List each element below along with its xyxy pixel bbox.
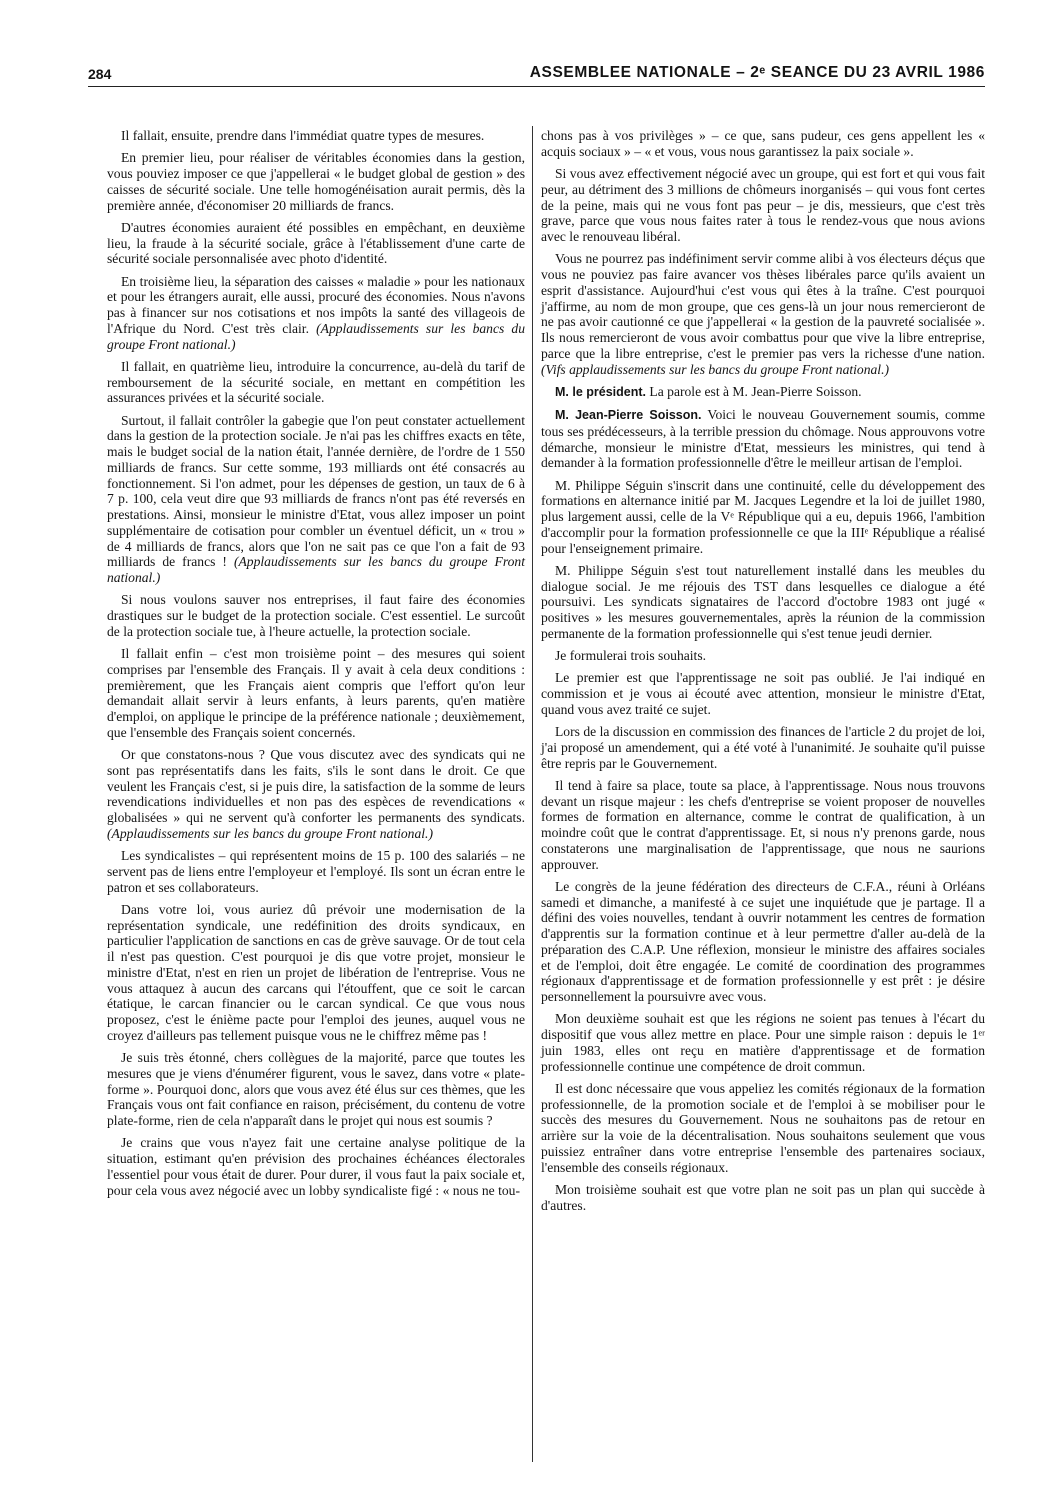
page-header: [88, 64, 985, 87]
stage-direction: (Applaudissements sur les bancs du groupe Front national.): [107, 320, 526, 352]
paragraph: [541, 407, 985, 471]
paragraph: [541, 1081, 985, 1176]
paragraph-text: Surtout, il fallait contrôler la gabegie que l'on peut constater actuellement dans la gestion de la protection sociale. Je n'ai pas les chiffres exacts en tête, mais le budget social de la nation était, l'année dernière, de l'ordre de 1 550 milliards de francs. Sur cette somme, 193 milliards ont été consacrés au fonctionnement. Si l'on admet, pour les dépenses de gestion, un taux de 6 à 7 p. 100, cela veut dire que 93 milliards de francs n'ont pas été reversés en prestations. Ainsi, monsieur le ministre d'Etat, vous allez imposer un point supplémentaire de cotisation pour combler un éventuel déficit, un « trou » de 4 milliards de francs, alors que l'on ne sait pas ce que l'on a fait de 93 milliards de francs !: [107, 412, 525, 570]
paragraph-text: Il fallait, en quatrième lieu, introduire la concurrence, au-delà du tarif de remboursement de la sécurité sociale, en mettant en compétition les assurances privées et la sécurité sociale.: [107, 358, 525, 406]
paragraph: [541, 251, 985, 377]
paragraph: [541, 128, 985, 160]
paragraph-text: Il tend à faire sa place, toute sa place, à l'apprentissage. Nous nous trouvons devant un risque majeur : les chefs d'entreprise se voient proposer de nouvelles formes de formation en alternance, comme le contrat de qualification, à un moindre coût que le contrat d'apprentissage. Et, si nous n'y prenons garde, nous constaterons une marginalisation de l'apprentissage, que nous ne saurions approuver.: [541, 777, 985, 872]
paragraph: [541, 563, 985, 642]
paragraph: [541, 879, 985, 1005]
column-separator: [532, 126, 533, 1462]
paragraph-text: M. Philippe Séguin s'est tout naturellement installé dans les meubles du dialogue social. Je me réjouis des TST dans lesquelles ce dialogue a été poursuivi. Les syndicats signataires de l'accord d'octobre 1983 ont jugé « positives » les mesures gouvernementales, après la réunion de la commission permanente de la formation professionnelle qui s'est tenue jeudi dernier.: [541, 562, 985, 641]
paragraph: [541, 478, 985, 557]
paragraph: [107, 150, 525, 213]
paragraph: [541, 648, 985, 664]
paragraph: [541, 670, 985, 717]
paragraph-text: Or que constatons-nous ? Que vous discutez avec des syndicats qui ne sont pas représentatifs dans les faits, s'ils le sont dans le droit. Ce que veulent les Français c'est, si je puis dire, la satisfaction de la somme de leurs revendications individuelles et non pas des espèces de revendications « globalisées » qui ne servent qu'à conforter les permanents des syndicats.: [107, 747, 525, 825]
paragraph: [107, 848, 525, 895]
speaker-name: M. Jean-Pierre Soisson.: [555, 408, 702, 422]
paragraph: [541, 384, 985, 401]
paragraph-text: Lors de la discussion en commission des finances de l'article 2 du projet de loi, j'ai proposé un amendement, qui a été voté à l'unanimité. Je souhaite qu'il puisse être repris par le Gouvernement.: [541, 724, 985, 771]
paragraph-text: Je formulerai trois souhaits.: [555, 648, 707, 663]
paragraph: [541, 1182, 985, 1214]
stage-direction: (Vifs applaudissements sur les bancs du groupe Front national.): [541, 361, 890, 377]
paragraph-text: Le congrès de la jeune fédération des directeurs de C.F.A., réuni à Orléans samedi et dimanche, a manifesté à ce sujet une inquiétude que je partage. Il a défini des voies nouvelles, tendant à ouvrir notamment les centres de formation d'apprentis sur la formation continue et à leur permettre d'aller au-delà de la préparation des C.A.P. Une réflexion, monsieur le ministre des affaires sociales et de l'emploi, doit être engagée. Le comité de coordination des programmes régionaux d'apprentissage et de formation professionnelle y est prêt : je désire personnellement la poursuivre avec vous.: [541, 878, 985, 1004]
paragraph-text: Si vous avez effectivement négocié avec un groupe, qui est fort et qui vous fait peur, au détriment des 3 millions de chômeurs inorganisés – qui vous font certes de la peine, mais qui ne vous font pas peur – je dis, messieurs, que c'est très grave, parce que vous nous faites rater à tous le rendez-vous que nous avions avec le renouveau libéral.: [541, 166, 985, 244]
paragraph-text: La parole est à M. Jean-Pierre Soisson.: [649, 383, 862, 399]
left-column: [107, 128, 525, 1205]
paragraph-text: Je crains que vous n'ayez fait une certaine analyse politique de la situation, estimant qu'en prévision des prochaines échéances électorales l'essentiel pour vous était de durer. Pour durer, il vous faut la paix sociale et, pour cela vous avez négocié avec un lobby syndicaliste figé : « nous ne tou-: [107, 1135, 525, 1198]
paragraph-text: M. Philippe Séguin s'inscrit dans une continuité, celle du développement des formations en alternance initié par M. Jacques Legendre et la loi de juillet 1980, plus largement aussi, celle de la Vᵉ République qui a eu, depuis 1966, l'ambition d'accomplir pour la formation professionnelle ce que la IIIᵉ République a réalisé pour l'enseignement primaire.: [541, 477, 985, 556]
paragraph: [107, 1050, 525, 1129]
paragraph: [541, 724, 985, 771]
paragraph: [107, 220, 525, 267]
paragraph-text: Il fallait, ensuite, prendre dans l'immédiat quatre types de mesures.: [121, 128, 485, 143]
running-title: ASSEMBLEE NATIONALE – 2ᵉ SEANCE DU 23 AVRIL 1986: [529, 64, 985, 81]
paragraph-text: Les syndicalistes – qui représentent moins de 15 p. 100 des salariés – ne servent pas de liens entre l'employeur et l'employé. Ils sont un écran entre le patron et ses collaborateurs.: [107, 848, 525, 895]
paragraph: [107, 128, 525, 144]
paragraph: [107, 592, 525, 639]
paragraph: [107, 747, 525, 842]
paragraph-text: Il fallait enfin – c'est mon troisième point – des mesures qui soient comprises par l'ensemble des Français. Il y avait à cela deux conditions : premièrement, que les Français aient compris que l'effort qu'on leur demandait allait servir à leurs enfants, à leurs parents, qu'en matière d'emploi, on applique le principe de la préférence nationale ; deuxièmement, que l'ensemble des Français soient concernés.: [107, 646, 525, 740]
paragraph: [107, 902, 525, 1044]
right-column: [541, 128, 985, 1220]
paragraph: [541, 778, 985, 873]
speaker-name: M. le président.: [555, 384, 646, 399]
paragraph-text: Mon deuxième souhait est que les régions ne soient pas tenues à l'écart du dispositif que vous allez mettre en place. Pour une simple raison : depuis le 1ᵉʳ juin 1983, elles ont reçu en matière d'apprentissage et de formation professionnelle continue une compétence de droit commun.: [541, 1011, 985, 1074]
paragraph: [107, 274, 525, 353]
stage-direction: (Applaudissements sur les bancs du groupe Front national.): [107, 554, 525, 585]
paragraph: [541, 1011, 985, 1074]
paragraph-text: En troisième lieu, la séparation des caisses « maladie » pour les nationaux et pour les étrangers aurait, elle aussi, procuré des économies. Nous n'avons pas à financer sur nos cotisations et nos impôts la santé des villageois de l'Afrique du Nord. C'est très clair.: [107, 273, 525, 336]
paragraph: [107, 646, 525, 741]
paragraph-text: Voici le nouveau Gouvernement soumis, comme tous ses prédécesseurs, à la terrible pression du chômage. Nous approuvons votre démarche, monsieur le ministre d'Etat, messieurs les ministres, qui tend à demander à la formation professionnelle d'être le meilleur artisan de l'emploi.: [541, 407, 986, 471]
paragraph-text: chons pas à vos privilèges » – ce que, sans pudeur, ces gens appellent les « acquis sociaux » – « et vous, vous nous garantissez la paix sociale ».: [541, 128, 985, 159]
paragraph: [107, 1135, 525, 1198]
stage-direction: (Applaudissements sur les bancs du groupe Front national.): [107, 825, 433, 841]
paragraph-text: En premier lieu, pour réaliser de véritables économies dans la gestion, vous pouviez imposer ce que j'appellerai « le budget global de gestion » des caisses de sécurité sociale. Une telle homogénéisation aurait permis, dès la première année, d'économiser 20 milliards de francs.: [107, 150, 525, 213]
paragraph-text: Dans votre loi, vous auriez dû prévoir une modernisation de la représentation syndicale, une redéfinition des droits syndicaux, en particulier l'application de sanctions en cas de grève sauvage. Or de tout cela il n'est pas question. C'est pourquoi je dis que votre projet, monsieur le ministre d'Etat, n'est en rien un projet de libération de l'entreprise. Vous ne vous attaquez à aucun des carcans qui l'étouffent, que ce soit le carcan étatique, le carcan financier ou le carcan syndical. Ce que vous nous proposez, c'est le énième pacte pour l'emploi des jeunes, auquel vous ne croyez d'ailleurs pas tellement puisque vous ne le chiffrez même pas !: [107, 901, 525, 1043]
paragraph-text: Vous ne pourrez pas indéfiniment servir comme alibi à vos électeurs déçus que vous ne pouviez pas faire avancer vos thèses libérales parce qu'ils avaient un esprit d'assistance. Aujourd'hui c'est vous qui êtes à la traîne. C'est pourquoi j'affirme, au nom de mon groupe, que ces gens-là un jour nous remercieront de ne pas avoir cautionné ce que j'appellerai « la gestion de la pauvreté socialisée ». Ils nous remercieront de vous avoir combattus pour que vive la libre entreprise, parce que la libre entreprise, c'est le premier pas vers la richesse d'une nation.: [541, 251, 985, 361]
paragraph: [107, 359, 525, 406]
paragraph-text: Je suis très étonné, chers collègues de la majorité, parce que toutes les mesures que je viens d'énumérer figurent, vous le savez, dans votre « plate-forme ». Pourquoi donc, alors que vous avez été élus sur ces thèmes, que les Français vous ont fait confiance en raison, précisément, du contenu de votre plate-forme, rien de cela n'apparaît dans le projet qui nous est soumis ?: [107, 1050, 525, 1128]
paragraph: [541, 166, 985, 245]
page-number: 284: [88, 66, 112, 82]
paragraph: [107, 413, 525, 586]
paragraph-text: Mon troisième souhait est que votre plan ne soit pas un plan qui succède à d'autres.: [541, 1181, 985, 1213]
paragraph-text: D'autres économies auraient été possibles en empêchant, en deuxième lieu, la fraude à la sécurité sociale, grâce à l'établissement d'une carte de sécurité sociale personnalisée avec photo d'identité.: [107, 219, 525, 267]
paragraph-text: Si nous voulons sauver nos entreprises, il faut faire des économies drastiques sur le budget de la protection sociale. C'est essentiel. Le surcoût de la protection sociale tue, à l'heure actuelle, la protection sociale.: [107, 592, 525, 639]
paragraph-text: Il est donc nécessaire que vous appeliez les comités régionaux de la formation professionnelle, de la promotion sociale et de l'emploi à se mobiliser pour le succès des mesures du Gouvernement. Nous ne souhaitons pas de retour en arrière sur la voie de la décentralisation. Nous souhaitons seulement que vous puissiez entraîner dans votre entreprise l'ensemble des partenaires sociaux, l'ensemble des conseils régionaux.: [541, 1080, 985, 1175]
paragraph-text: Le premier est que l'apprentissage ne soit pas oublié. Je l'ai indiqué en commission et je vous ai écouté avec attention, monsieur le ministre d'Etat, quand vous avez traité ce sujet.: [541, 670, 985, 717]
